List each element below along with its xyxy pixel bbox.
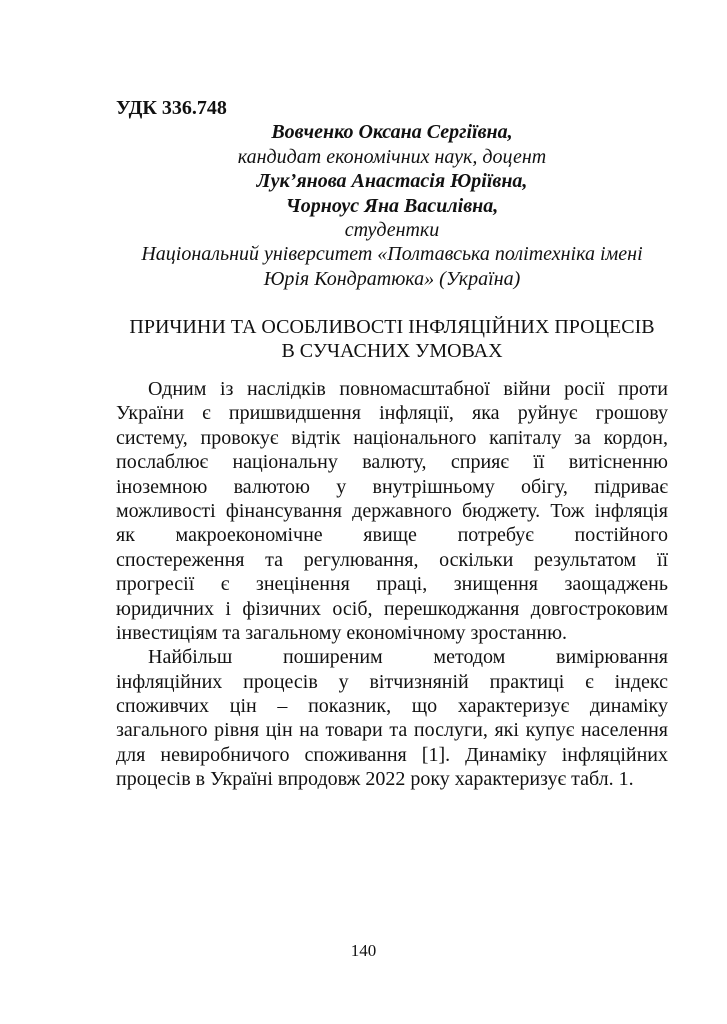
author-name: Вовченко Оксана Сергіївна, [271,121,513,144]
header-block [116,96,668,291]
page-number: 140 [350,941,377,960]
body-line: споживчих цін – показник, що характеризує динаміку [116,695,668,718]
article-body [116,377,668,792]
affiliation: Юрія Кондратюка» (Україна) [263,267,521,290]
author-status: студентки [344,218,440,241]
body-line: Найбільш поширеним методом вимірювання [148,646,668,669]
body-line: прогресії є знецінення праці, знищення заощаджень [116,573,668,596]
author-name: Чорноус Яна Василівна, [285,194,499,217]
title-line: В СУЧАСНИХ УМОВАХ [281,340,503,363]
body-line: інвестиціям та загальному економічному зростанню. [116,621,568,644]
body-line: України є пришвидшення інфляції, яка руйнує грошову [116,402,668,425]
body-line: процесів в Україні впродовж 2022 року характеризує табл. 1. [116,768,634,791]
body-line: Одним із наслідків повномасштабної війни росії проти [148,378,668,400]
body-line: для невиробничого споживання [1]. Динаміку інфляційних [116,743,668,766]
author-name: Лук’янова Анастасія Юріївна, [256,170,528,193]
body-line: послаблює національну валюту, сприяє її витісненню [116,451,668,474]
udc-code: УДК 336.748 [116,97,227,119]
affiliation: Національний університет «Полтавська політехніка імені [141,243,643,266]
title-line: ПРИЧИНИ ТА ОСОБЛИВОСТІ ІНФЛЯЦІЙНИХ ПРОЦЕСІВ [129,316,655,338]
body-line: загального рівня цін на товари та послуги, які купує населення [116,719,668,742]
body-line: можливості фінансування державного бюджету. Тож інфляція [116,499,668,522]
body-line: систему, провокує відтік національного капіталу за кордон, [116,426,668,449]
body-line: як макроекономічне явище потребує постійного [116,524,668,547]
article-title [116,315,668,364]
body-line: юридичних і фізичних осіб, перешкоджання довгостроковим [116,597,668,620]
body-line: спостереження та регулювання, оскільки результатом її [116,548,668,571]
body-line: іноземною валютою у внутрішньому обігу, підриває [116,475,668,498]
body-line: інфляційних процесів у вітчизняній практиці є індекс [116,670,668,693]
author-title: кандидат економічних наук, доцент [237,145,547,168]
